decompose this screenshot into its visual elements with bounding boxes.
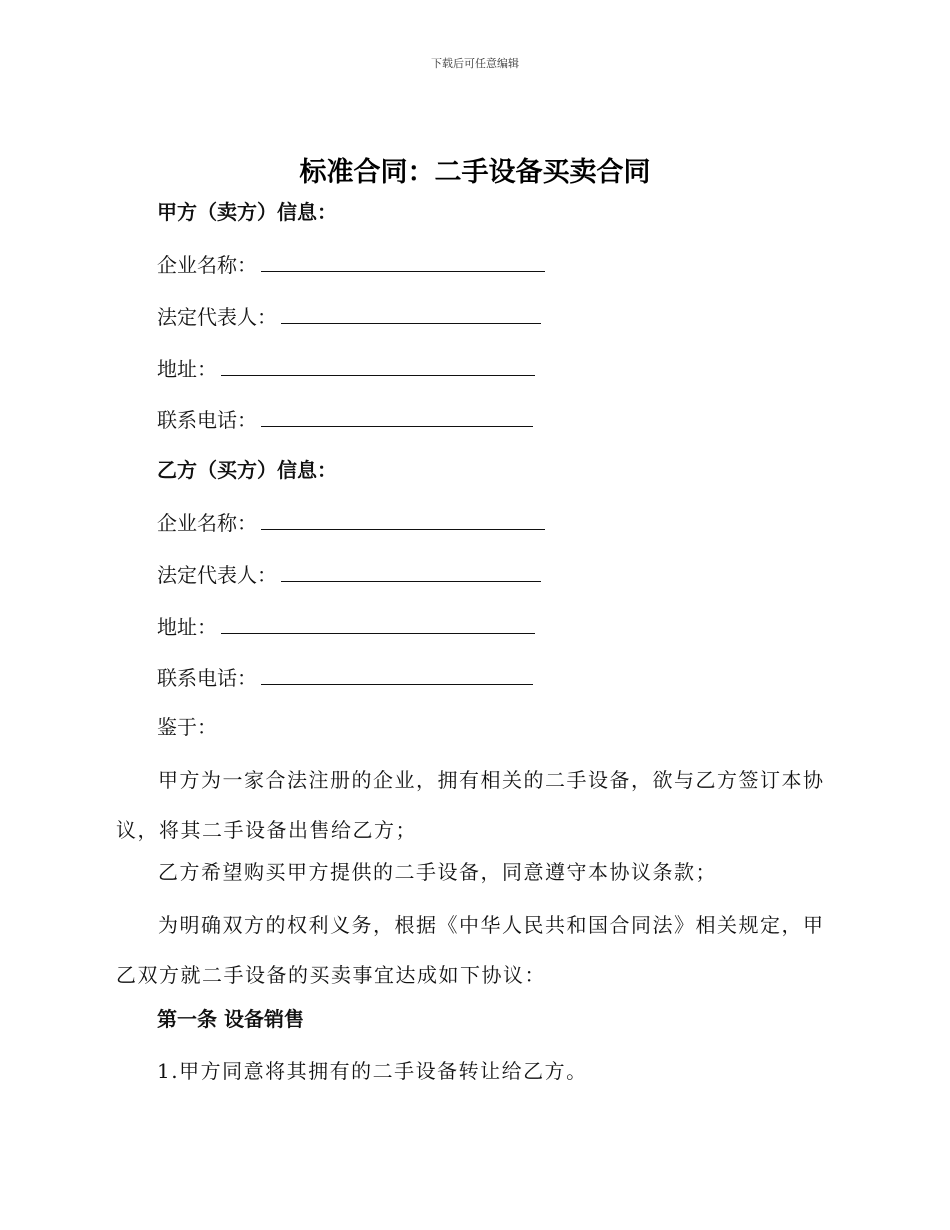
- party-b-heading: 乙方（买方）信息：: [157, 458, 337, 482]
- party-a-heading: 甲方（卖方）信息：: [157, 200, 337, 224]
- party-a-address-blank[interactable]: [221, 357, 535, 376]
- party-b-company-blank[interactable]: [261, 511, 545, 530]
- party-a-address-field: [157, 357, 535, 379]
- header-note: 下载后可任意编辑: [431, 57, 519, 70]
- party-b-rep-field: [157, 563, 541, 585]
- party-b-company-field: [157, 511, 545, 533]
- party-a-phone-blank[interactable]: [261, 408, 533, 427]
- article-1-item-1: 1.甲方同意将其拥有的二手设备转让给乙方。: [157, 1059, 588, 1083]
- party-a-rep-blank[interactable]: [281, 305, 541, 324]
- party-b-address-field: [157, 615, 535, 637]
- party-a-company-field: [157, 253, 545, 275]
- party-b-phone-field: [157, 666, 533, 688]
- whereas-paragraph-3: 为明确双方的权利义务，根据《中华人民共和国合同法》相关规定，甲乙双方就二手设备的买卖事宜达成如下协议：: [116, 913, 825, 987]
- party-b-company-label: 企业名称：: [157, 511, 257, 535]
- party-b-phone-blank[interactable]: [261, 666, 533, 685]
- party-b-rep-blank[interactable]: [281, 563, 541, 582]
- party-a-company-blank[interactable]: [261, 253, 545, 272]
- party-a-rep-label: 法定代表人：: [157, 305, 277, 329]
- party-a-address-label: 地址：: [157, 357, 217, 381]
- article-1-heading: 第一条 设备销售: [157, 1007, 304, 1031]
- party-a-rep-field: [157, 305, 541, 327]
- party-b-address-blank[interactable]: [221, 615, 535, 634]
- party-a-phone-field: [157, 408, 533, 430]
- party-a-company-label: 企业名称：: [157, 253, 257, 277]
- whereas-label: 鉴于：: [157, 715, 217, 739]
- party-b-address-label: 地址：: [157, 615, 217, 639]
- document-title: 标准合同：二手设备买卖合同: [299, 157, 651, 188]
- whereas-paragraph-2: 乙方希望购买甲方提供的二手设备，同意遵守本协议条款；: [158, 860, 717, 884]
- party-a-phone-label: 联系电话：: [157, 408, 257, 432]
- party-b-phone-label: 联系电话：: [157, 666, 257, 690]
- whereas-paragraph-1: 甲方为一家合法注册的企业，拥有相关的二手设备，欲与乙方签订本协议，将其二手设备出售给乙方；: [116, 768, 825, 842]
- party-b-rep-label: 法定代表人：: [157, 563, 277, 587]
